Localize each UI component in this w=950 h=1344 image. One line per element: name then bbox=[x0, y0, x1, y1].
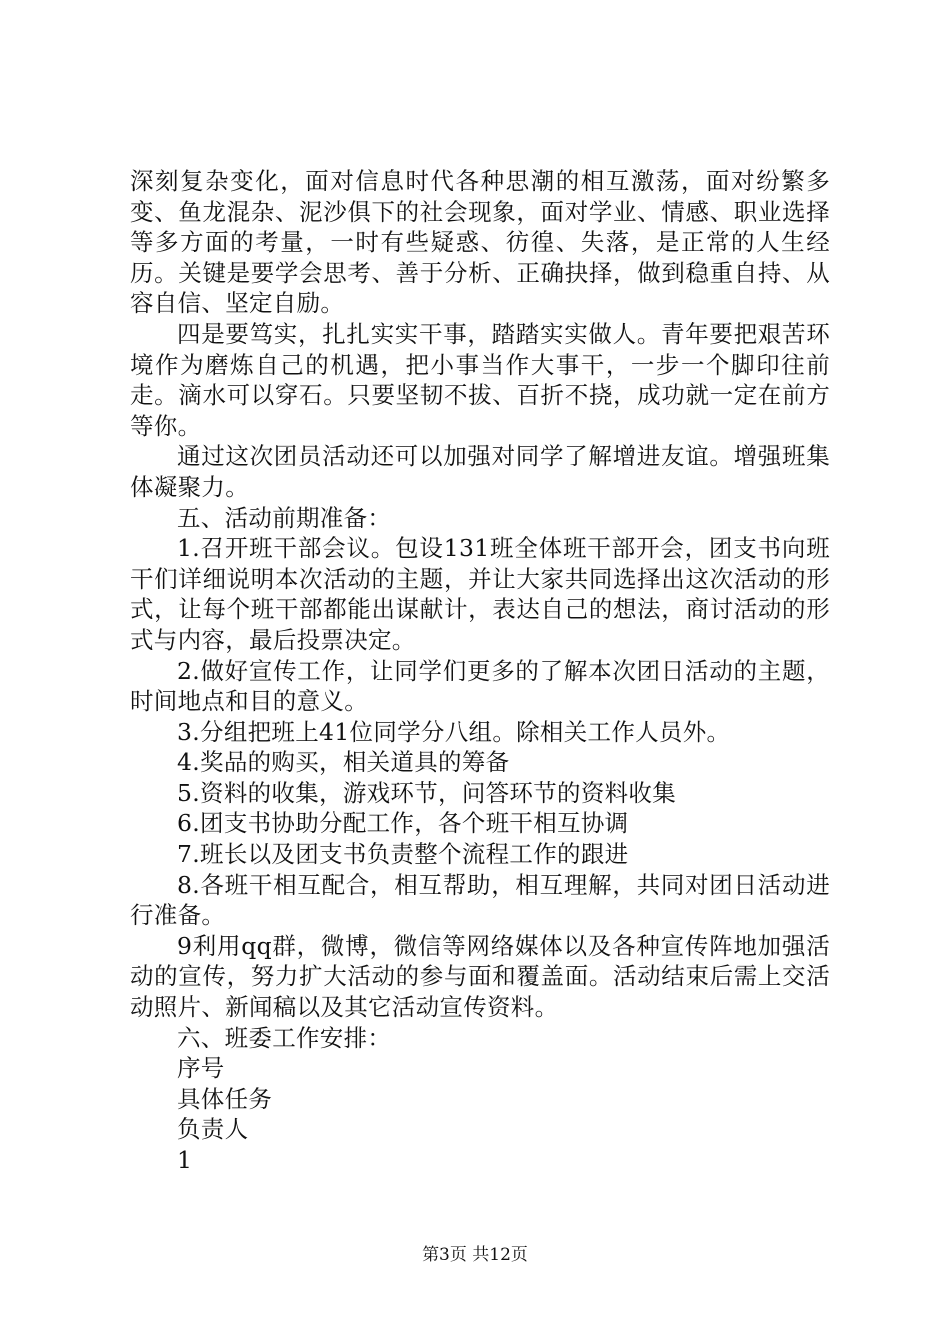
list-item: 6.团支书协助分配工作，各个班干相互协调 bbox=[177, 809, 629, 838]
section-heading-committee: 六、班委工作安排： bbox=[177, 1023, 392, 1052]
list-item: 2.做好宣传工作，让同学们更多的了解本次团日活动的主题，时间地点和目的意义。 bbox=[130, 656, 830, 716]
section-heading-preparation: 五、活动前期准备： bbox=[177, 503, 392, 532]
table-cell-index: 1 bbox=[177, 1146, 193, 1174]
table-header-task: 具体任务 bbox=[177, 1084, 273, 1113]
list-item: 4.奖品的购买，相关道具的筹备 bbox=[177, 748, 510, 777]
list-item: 7.班长以及团支书负责整个流程工作的跟进 bbox=[177, 840, 629, 869]
list-item: 1.召开班干部会议。包设131班全体班干部开会，团支书向班干们详细说明本次活动的主题，并让大家共同选择出这次活动的形式，让每个班干部都能出谋献计，表达自己的想法，商讨活动的形式与内容，最后投票决定。 bbox=[130, 534, 830, 654]
list-item: 9利用qq群，微博，微信等网络媒体以及各种宣传阵地加强活动的宣传，努力扩大活动的参与面和覆盖面。活动结束后需上交活动照片、新闻稿以及其它活动宣传资料。 bbox=[130, 931, 830, 1022]
table-header-owner: 负责人 bbox=[177, 1115, 249, 1144]
paragraph-activity-benefit: 通过这次团员活动还可以加强对同学了解增进友谊。增强班集体凝聚力。 bbox=[130, 442, 830, 501]
list-item: 5.资料的收集，游戏环节，问答环节的资料收集 bbox=[177, 778, 677, 807]
list-item: 3.分组把班上41位同学分八组。除相关工作人员外。 bbox=[177, 717, 731, 746]
document-body bbox=[130, 166, 830, 1176]
paragraph-point-four: 四是要笃实，扎扎实实干事，踏踏实实做人。青年要把艰苦环境作为磨炼自己的机遇，把小事当作大事干，一步一个脚印往前走。滴水可以穿石。只要坚韧不拔、百折不挠，成功就一定在前方等你。 bbox=[130, 319, 830, 440]
list-item: 8.各班干相互配合，相互帮助，相互理解，共同对团日活动进行准备。 bbox=[130, 870, 830, 930]
table-header-index: 序号 bbox=[177, 1054, 225, 1083]
paragraph-continuation: 深刻复杂变化，面对信息时代各种思潮的相互激荡，面对纷繁多变、鱼龙混杂、泥沙俱下的社会现象，面对学业、情感、职业选择等多方面的考量，一时有些疑惑、彷徨、失落，是正常的人生经历。关键是要学会思考、善于分析、正确抉择，做到稳重自持、从容自信、坚定自励。 bbox=[130, 167, 830, 318]
page-number-footer: 第3页 共12页 bbox=[422, 1245, 528, 1265]
